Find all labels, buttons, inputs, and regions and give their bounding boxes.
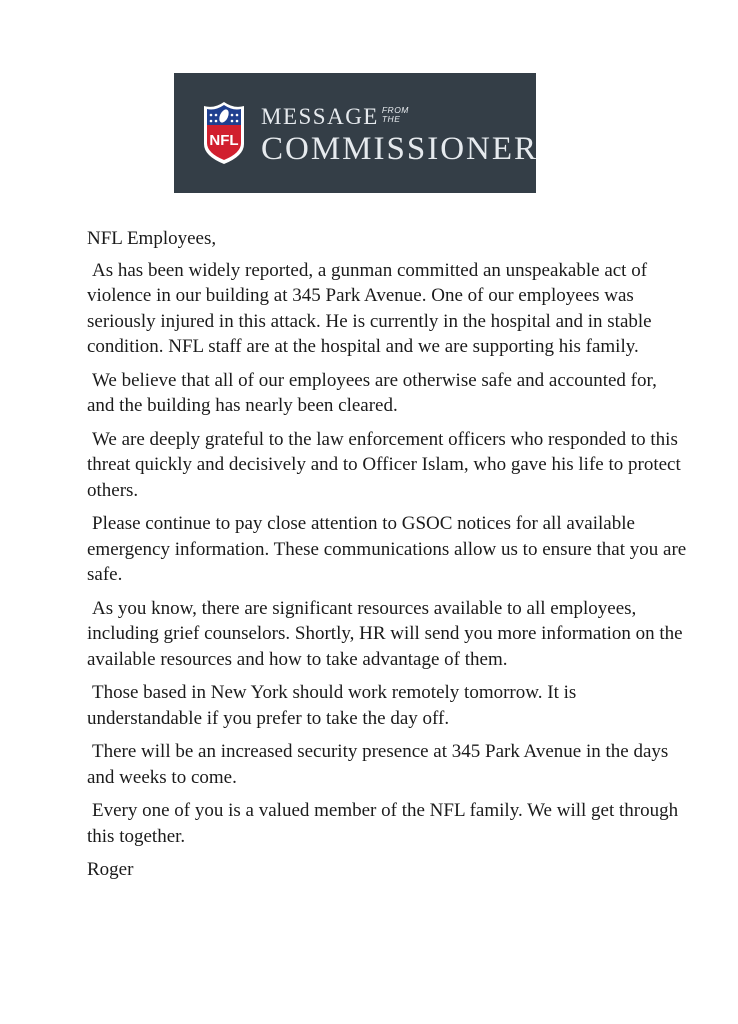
banner-title xyxy=(261,103,538,167)
letter-paragraph: We are deeply grateful to the law enforcement officers who responded to this threat quickly and decisively and to Officer Islam, who gave his life to protect others. xyxy=(87,428,681,501)
letter-paragraph: Those based in New York should work remotely tomorrow. It is understandable if you prefer to take the day off. xyxy=(87,682,577,729)
letter-paragraph: We believe that all of our employees are otherwise safe and accounted for, and the building has nearly been cleared. xyxy=(87,369,657,416)
header-banner xyxy=(174,73,539,193)
letter-paragraph: As has been widely reported, a gunman committed an unspeakable act of violence in our building at 345 Park Avenue. One of our employees was seriously injured in this attack. He is currently in the hospital and in stable condition. NFL staff are at the hospital and we are supporting his family. xyxy=(87,259,652,357)
letter-paragraph: There will be an increased security presence at 345 Park Avenue in the days and weeks to come. xyxy=(87,741,669,788)
title-message: MESSAGE xyxy=(261,104,379,129)
title-commissioner: COMMISSIONER xyxy=(261,131,539,167)
letter-signature: Roger xyxy=(87,859,134,880)
letter-paragraph: As you know, there are significant resources available to all employees, including grief counselors. Shortly, HR will send you more information on the available resources and how to take advantage of them. xyxy=(87,597,683,670)
nfl-shield-logo-icon xyxy=(200,100,248,166)
letter-paragraph: Please continue to pay close attention to GSOC notices for all available emergency information. These communications allow us to ensure that you are safe. xyxy=(87,513,687,585)
letter-body xyxy=(87,226,687,891)
letter-paragraph: Every one of you is a valued member of the NFL family. We will get through this together. xyxy=(87,800,679,847)
title-from-the: FROM THE xyxy=(381,105,409,124)
svg-text:NFL: NFL xyxy=(209,132,239,149)
letter-salutation: NFL Employees, xyxy=(87,228,217,249)
